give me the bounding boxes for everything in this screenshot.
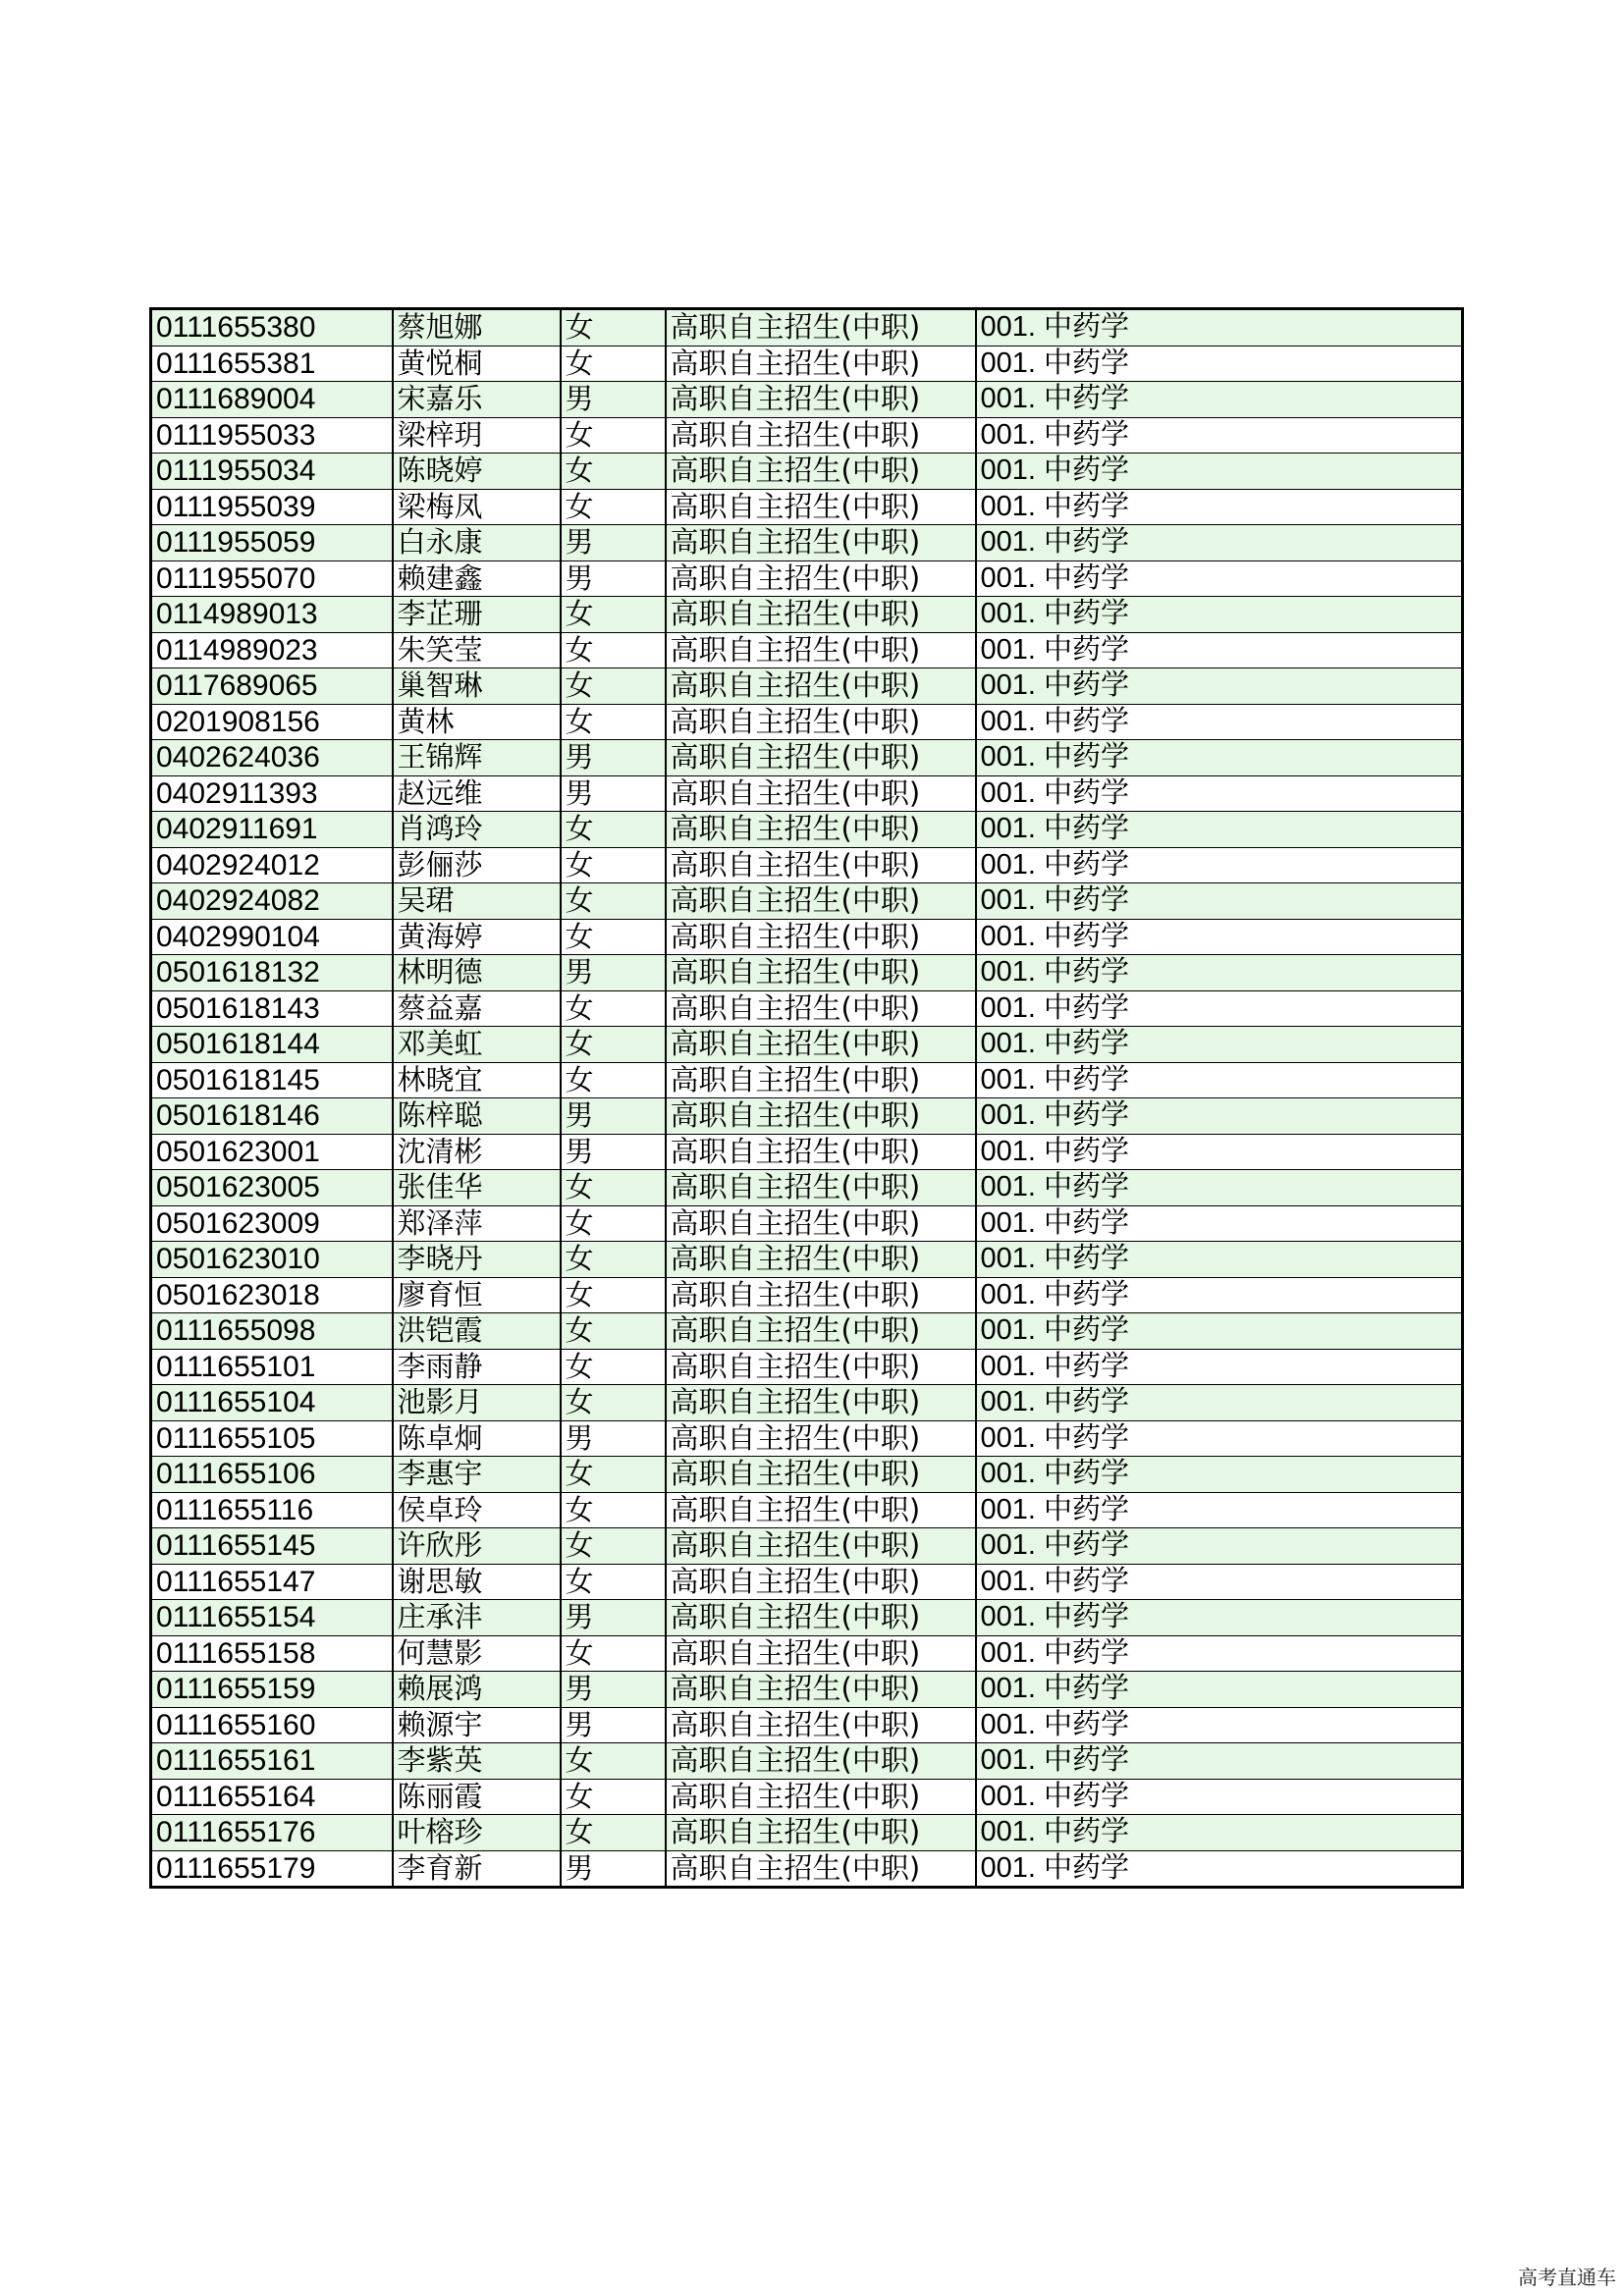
student-name-cell: 黄悦桐 — [393, 346, 561, 382]
exam-number-cell: 0111955070 — [151, 561, 393, 597]
major-cell: 001. 中药学 — [976, 1635, 1463, 1672]
major-cell: 001. 中药学 — [976, 1134, 1463, 1170]
student-name-cell: 赖展鸿 — [393, 1672, 561, 1708]
table-row — [151, 1815, 1463, 1851]
gender-cell: 女 — [561, 704, 666, 740]
student-name-cell: 李紫英 — [393, 1743, 561, 1780]
table-row — [151, 1098, 1463, 1135]
student-name-cell: 巢智琳 — [393, 668, 561, 705]
major-cell: 001. 中药学 — [976, 1850, 1463, 1888]
table-row — [151, 704, 1463, 740]
gender-cell: 女 — [561, 847, 666, 883]
admission-category-cell: 高职自主招生(中职) — [666, 309, 976, 347]
major-cell: 001. 中药学 — [976, 847, 1463, 883]
admission-category-cell: 高职自主招生(中职) — [666, 417, 976, 454]
admission-category-cell: 高职自主招生(中职) — [666, 1277, 976, 1313]
table-row — [151, 1205, 1463, 1242]
admission-category-cell: 高职自主招生(中职) — [666, 1313, 976, 1350]
student-name-cell: 陈梓聪 — [393, 1098, 561, 1135]
student-name-cell: 梁梓玥 — [393, 417, 561, 454]
major-cell: 001. 中药学 — [976, 1743, 1463, 1780]
gender-cell: 男 — [561, 1600, 666, 1636]
admission-category-cell: 高职自主招生(中职) — [666, 1635, 976, 1672]
table-row — [151, 1170, 1463, 1206]
major-cell: 001. 中药学 — [976, 704, 1463, 740]
student-name-cell: 郑泽萍 — [393, 1205, 561, 1242]
gender-cell: 女 — [561, 1062, 666, 1098]
major-cell: 001. 中药学 — [976, 883, 1463, 920]
gender-cell: 男 — [561, 561, 666, 597]
admission-category-cell: 高职自主招生(中职) — [666, 1027, 976, 1063]
exam-number-cell: 0501618132 — [151, 955, 393, 991]
student-name-cell: 黄林 — [393, 704, 561, 740]
major-cell: 001. 中药学 — [976, 1277, 1463, 1313]
admission-category-cell: 高职自主招生(中职) — [666, 1672, 976, 1708]
gender-cell: 男 — [561, 1420, 666, 1457]
exam-number-cell: 0402990104 — [151, 919, 393, 955]
table-row — [151, 775, 1463, 812]
exam-number-cell: 0402911691 — [151, 812, 393, 848]
major-cell: 001. 中药学 — [976, 346, 1463, 382]
major-cell: 001. 中药学 — [976, 1385, 1463, 1421]
major-cell: 001. 中药学 — [976, 309, 1463, 347]
student-name-cell: 黄海婷 — [393, 919, 561, 955]
gender-cell: 女 — [561, 668, 666, 705]
student-name-cell: 梁梅凤 — [393, 489, 561, 525]
table-row — [151, 1672, 1463, 1708]
gender-cell: 女 — [561, 1027, 666, 1063]
student-name-cell: 李雨静 — [393, 1349, 561, 1385]
exam-number-cell: 0201908156 — [151, 704, 393, 740]
exam-number-cell: 0111655176 — [151, 1815, 393, 1851]
major-cell: 001. 中药学 — [976, 597, 1463, 633]
gender-cell: 男 — [561, 382, 666, 418]
table-row — [151, 1707, 1463, 1743]
gender-cell: 男 — [561, 1850, 666, 1888]
table-row — [151, 597, 1463, 633]
admission-category-cell: 高职自主招生(中职) — [666, 1385, 976, 1421]
admission-category-cell: 高职自主招生(中职) — [666, 1170, 976, 1206]
exam-number-cell: 0111655164 — [151, 1779, 393, 1815]
admission-category-cell: 高职自主招生(中职) — [666, 740, 976, 776]
major-cell: 001. 中药学 — [976, 1062, 1463, 1098]
table-row — [151, 561, 1463, 597]
student-name-cell: 赖建鑫 — [393, 561, 561, 597]
major-cell: 001. 中药学 — [976, 1600, 1463, 1636]
student-name-cell: 林晓宜 — [393, 1062, 561, 1098]
major-cell: 001. 中药学 — [976, 454, 1463, 490]
gender-cell: 女 — [561, 1815, 666, 1851]
major-cell: 001. 中药学 — [976, 561, 1463, 597]
exam-number-cell: 0501623018 — [151, 1277, 393, 1313]
exam-number-cell: 0111655154 — [151, 1600, 393, 1636]
table-row — [151, 309, 1463, 347]
table-row — [151, 1528, 1463, 1565]
admission-category-cell: 高职自主招生(中职) — [666, 1600, 976, 1636]
gender-cell: 男 — [561, 525, 666, 561]
table-row — [151, 1027, 1463, 1063]
gender-cell: 女 — [561, 1170, 666, 1206]
exam-number-cell: 0501618143 — [151, 990, 393, 1027]
exam-number-cell: 0111655105 — [151, 1420, 393, 1457]
major-cell: 001. 中药学 — [976, 1349, 1463, 1385]
exam-number-cell: 0111955033 — [151, 417, 393, 454]
admission-category-cell: 高职自主招生(中职) — [666, 775, 976, 812]
table-row — [151, 883, 1463, 920]
student-name-cell: 陈卓炯 — [393, 1420, 561, 1457]
major-cell: 001. 中药学 — [976, 812, 1463, 848]
major-cell: 001. 中药学 — [976, 1564, 1463, 1600]
gender-cell: 女 — [561, 489, 666, 525]
table-row — [151, 812, 1463, 848]
table-row — [151, 1743, 1463, 1780]
table-row — [151, 847, 1463, 883]
major-cell: 001. 中药学 — [976, 775, 1463, 812]
student-name-cell: 陈丽霞 — [393, 1779, 561, 1815]
exam-number-cell: 0111689004 — [151, 382, 393, 418]
table-row — [151, 1062, 1463, 1098]
student-name-cell: 邓美虹 — [393, 1027, 561, 1063]
exam-number-cell: 0501618145 — [151, 1062, 393, 1098]
table-row — [151, 1277, 1463, 1313]
exam-number-cell: 0111955034 — [151, 454, 393, 490]
exam-number-cell: 0111655106 — [151, 1457, 393, 1493]
major-cell: 001. 中药学 — [976, 1672, 1463, 1708]
exam-number-cell: 0111655116 — [151, 1492, 393, 1528]
student-name-cell: 吴珺 — [393, 883, 561, 920]
admission-category-cell: 高职自主招生(中职) — [666, 489, 976, 525]
major-cell: 001. 中药学 — [976, 1457, 1463, 1493]
exam-number-cell: 0501618144 — [151, 1027, 393, 1063]
admission-category-cell: 高职自主招生(中职) — [666, 382, 976, 418]
student-name-cell: 谢思敏 — [393, 1564, 561, 1600]
student-name-cell: 李晓丹 — [393, 1242, 561, 1278]
student-name-cell: 肖鸿玲 — [393, 812, 561, 848]
major-cell: 001. 中药学 — [976, 1242, 1463, 1278]
gender-cell: 女 — [561, 1528, 666, 1565]
admission-category-cell: 高职自主招生(中职) — [666, 1779, 976, 1815]
student-name-cell: 王锦辉 — [393, 740, 561, 776]
table-row — [151, 525, 1463, 561]
student-name-cell: 何慧影 — [393, 1635, 561, 1672]
admission-category-cell: 高职自主招生(中职) — [666, 346, 976, 382]
admission-category-cell: 高职自主招生(中职) — [666, 704, 976, 740]
table-row — [151, 417, 1463, 454]
admission-category-cell: 高职自主招生(中职) — [666, 1743, 976, 1780]
student-name-cell: 沈清彬 — [393, 1134, 561, 1170]
gender-cell: 女 — [561, 812, 666, 848]
major-cell: 001. 中药学 — [976, 990, 1463, 1027]
major-cell: 001. 中药学 — [976, 1170, 1463, 1206]
table-row — [151, 1134, 1463, 1170]
gender-cell: 女 — [561, 597, 666, 633]
gender-cell: 女 — [561, 1385, 666, 1421]
table-row — [151, 454, 1463, 490]
student-name-cell: 张佳华 — [393, 1170, 561, 1206]
major-cell: 001. 中药学 — [976, 632, 1463, 668]
gender-cell: 男 — [561, 955, 666, 991]
admission-category-cell: 高职自主招生(中职) — [666, 1492, 976, 1528]
exam-number-cell: 0111655161 — [151, 1743, 393, 1780]
gender-cell: 女 — [561, 990, 666, 1027]
student-name-cell: 陈晓婷 — [393, 454, 561, 490]
student-name-cell: 洪铠霞 — [393, 1313, 561, 1350]
gender-cell: 男 — [561, 1134, 666, 1170]
major-cell: 001. 中药学 — [976, 382, 1463, 418]
student-name-cell: 赵远维 — [393, 775, 561, 812]
table-row — [151, 1564, 1463, 1600]
admission-category-cell: 高职自主招生(中职) — [666, 1242, 976, 1278]
admission-category-cell: 高职自主招生(中职) — [666, 1564, 976, 1600]
admission-category-cell: 高职自主招生(中职) — [666, 632, 976, 668]
admission-category-cell: 高职自主招生(中职) — [666, 1134, 976, 1170]
gender-cell: 女 — [561, 346, 666, 382]
admission-category-cell: 高职自主招生(中职) — [666, 1815, 976, 1851]
table-row — [151, 955, 1463, 991]
admission-category-cell: 高职自主招生(中职) — [666, 454, 976, 490]
admission-category-cell: 高职自主招生(中职) — [666, 1457, 976, 1493]
table-row — [151, 346, 1463, 382]
table-row — [151, 382, 1463, 418]
table-row — [151, 1313, 1463, 1350]
table-body — [151, 309, 1463, 1888]
student-name-cell: 庄承沣 — [393, 1600, 561, 1636]
admission-category-cell: 高职自主招生(中职) — [666, 990, 976, 1027]
exam-number-cell: 0111955039 — [151, 489, 393, 525]
student-name-cell: 林明德 — [393, 955, 561, 991]
student-name-cell: 宋嘉乐 — [393, 382, 561, 418]
table-row — [151, 489, 1463, 525]
major-cell: 001. 中药学 — [976, 489, 1463, 525]
major-cell: 001. 中药学 — [976, 740, 1463, 776]
exam-number-cell: 0501623010 — [151, 1242, 393, 1278]
major-cell: 001. 中药学 — [976, 1420, 1463, 1457]
admission-category-cell: 高职自主招生(中职) — [666, 1062, 976, 1098]
major-cell: 001. 中药学 — [976, 1492, 1463, 1528]
gender-cell: 女 — [561, 1779, 666, 1815]
major-cell: 001. 中药学 — [976, 1098, 1463, 1135]
exam-number-cell: 0114989013 — [151, 597, 393, 633]
student-name-cell: 池影月 — [393, 1385, 561, 1421]
gender-cell: 男 — [561, 1707, 666, 1743]
student-name-cell: 李芷珊 — [393, 597, 561, 633]
student-name-cell: 彭俪莎 — [393, 847, 561, 883]
table-row — [151, 740, 1463, 776]
footer-logo: 高考直通车 — [1518, 2266, 1616, 2289]
gender-cell: 女 — [561, 1242, 666, 1278]
exam-number-cell: 0501623005 — [151, 1170, 393, 1206]
admission-category-cell: 高职自主招生(中职) — [666, 1205, 976, 1242]
exam-number-cell: 0111655160 — [151, 1707, 393, 1743]
admission-category-cell: 高职自主招生(中职) — [666, 668, 976, 705]
table-row — [151, 1492, 1463, 1528]
exam-number-cell: 0111655104 — [151, 1385, 393, 1421]
table-row — [151, 919, 1463, 955]
table-row — [151, 990, 1463, 1027]
major-cell: 001. 中药学 — [976, 1815, 1463, 1851]
admission-category-cell: 高职自主招生(中职) — [666, 561, 976, 597]
gender-cell: 女 — [561, 1349, 666, 1385]
gender-cell: 女 — [561, 1635, 666, 1672]
table-row — [151, 1779, 1463, 1815]
major-cell: 001. 中药学 — [976, 955, 1463, 991]
admission-category-cell: 高职自主招生(中职) — [666, 919, 976, 955]
exam-number-cell: 0501623009 — [151, 1205, 393, 1242]
table-row — [151, 668, 1463, 705]
gender-cell: 女 — [561, 1277, 666, 1313]
student-name-cell: 赖源宇 — [393, 1707, 561, 1743]
student-name-cell: 白永康 — [393, 525, 561, 561]
major-cell: 001. 中药学 — [976, 1707, 1463, 1743]
admission-category-cell: 高职自主招生(中职) — [666, 525, 976, 561]
gender-cell: 男 — [561, 1672, 666, 1708]
gender-cell: 女 — [561, 1457, 666, 1493]
admission-category-cell: 高职自主招生(中职) — [666, 955, 976, 991]
major-cell: 001. 中药学 — [976, 1528, 1463, 1565]
exam-number-cell: 0111655179 — [151, 1850, 393, 1888]
table-row — [151, 1600, 1463, 1636]
table-row — [151, 1385, 1463, 1421]
exam-number-cell: 0501618146 — [151, 1098, 393, 1135]
gender-cell: 女 — [561, 1564, 666, 1600]
admission-category-cell: 高职自主招生(中职) — [666, 847, 976, 883]
table-row — [151, 1242, 1463, 1278]
admission-category-cell: 高职自主招生(中职) — [666, 812, 976, 848]
admission-list-table — [149, 307, 1464, 1889]
table-row — [151, 1420, 1463, 1457]
admission-category-cell: 高职自主招生(中职) — [666, 1098, 976, 1135]
student-name-cell: 蔡旭娜 — [393, 309, 561, 347]
gender-cell: 女 — [561, 454, 666, 490]
gender-cell: 女 — [561, 1743, 666, 1780]
admission-category-cell: 高职自主招生(中职) — [666, 597, 976, 633]
major-cell: 001. 中药学 — [976, 525, 1463, 561]
admission-category-cell: 高职自主招生(中职) — [666, 1420, 976, 1457]
major-cell: 001. 中药学 — [976, 1779, 1463, 1815]
admission-category-cell: 高职自主招生(中职) — [666, 1349, 976, 1385]
admission-category-cell: 高职自主招生(中职) — [666, 1850, 976, 1888]
exam-number-cell: 0117689065 — [151, 668, 393, 705]
admission-category-cell: 高职自主招生(中职) — [666, 1528, 976, 1565]
student-name-cell: 李育新 — [393, 1850, 561, 1888]
gender-cell: 男 — [561, 740, 666, 776]
gender-cell: 女 — [561, 1205, 666, 1242]
student-name-cell: 蔡益嘉 — [393, 990, 561, 1027]
exam-number-cell: 0111655159 — [151, 1672, 393, 1708]
admission-category-cell: 高职自主招生(中职) — [666, 883, 976, 920]
exam-number-cell: 0111955059 — [151, 525, 393, 561]
student-name-cell: 叶榕珍 — [393, 1815, 561, 1851]
student-name-cell: 廖育恒 — [393, 1277, 561, 1313]
exam-number-cell: 0111655101 — [151, 1349, 393, 1385]
gender-cell: 女 — [561, 1492, 666, 1528]
table-row — [151, 1635, 1463, 1672]
major-cell: 001. 中药学 — [976, 919, 1463, 955]
major-cell: 001. 中药学 — [976, 417, 1463, 454]
major-cell: 001. 中药学 — [976, 668, 1463, 705]
gender-cell: 女 — [561, 1313, 666, 1350]
admission-category-cell: 高职自主招生(中职) — [666, 1707, 976, 1743]
gender-cell: 女 — [561, 417, 666, 454]
student-name-cell: 李惠宇 — [393, 1457, 561, 1493]
table-row — [151, 1457, 1463, 1493]
exam-number-cell: 0111655098 — [151, 1313, 393, 1350]
table-row — [151, 1850, 1463, 1888]
exam-number-cell: 0402624036 — [151, 740, 393, 776]
gender-cell: 女 — [561, 632, 666, 668]
major-cell: 001. 中药学 — [976, 1313, 1463, 1350]
exam-number-cell: 0111655380 — [151, 309, 393, 347]
gender-cell: 女 — [561, 309, 666, 347]
exam-number-cell: 0111655381 — [151, 346, 393, 382]
major-cell: 001. 中药学 — [976, 1027, 1463, 1063]
table-row — [151, 1349, 1463, 1385]
exam-number-cell: 0402911393 — [151, 775, 393, 812]
gender-cell: 男 — [561, 775, 666, 812]
gender-cell: 男 — [561, 1098, 666, 1135]
exam-number-cell: 0111655147 — [151, 1564, 393, 1600]
exam-number-cell: 0501623001 — [151, 1134, 393, 1170]
table-row — [151, 632, 1463, 668]
exam-number-cell: 0402924012 — [151, 847, 393, 883]
student-name-cell: 许欣彤 — [393, 1528, 561, 1565]
exam-number-cell: 0111655158 — [151, 1635, 393, 1672]
student-name-cell: 侯卓玲 — [393, 1492, 561, 1528]
exam-number-cell: 0114989023 — [151, 632, 393, 668]
major-cell: 001. 中药学 — [976, 1205, 1463, 1242]
exam-number-cell: 0111655145 — [151, 1528, 393, 1565]
gender-cell: 女 — [561, 883, 666, 920]
exam-number-cell: 0402924082 — [151, 883, 393, 920]
gender-cell: 女 — [561, 919, 666, 955]
student-name-cell: 朱笑莹 — [393, 632, 561, 668]
